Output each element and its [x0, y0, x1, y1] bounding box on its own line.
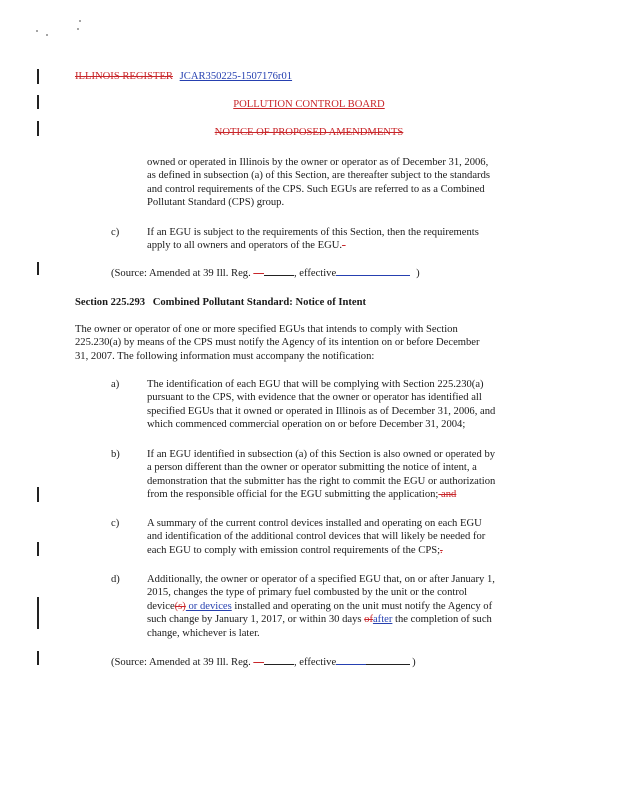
- item-a-text: [147, 378, 567, 432]
- change-bar: [37, 542, 39, 556]
- inserted-text: or devices: [185, 600, 232, 612]
- item-label: c): [111, 227, 120, 238]
- register-struck-text: ILLINOIS REGISTER: [75, 71, 173, 82]
- reg-blank: [264, 655, 294, 665]
- struck-mark: -: [342, 240, 346, 252]
- intro-paragraph: [75, 323, 555, 363]
- text-line: specified EGUs that it owned or operated in Illinois as of December 31, 2006, and: [147, 405, 496, 417]
- text-line: Pollutant Standard (CPS) group.: [147, 197, 285, 209]
- text-line: a person different than the owner or operator submitting the notice of intent, a: [147, 462, 477, 474]
- text-line: as defined in subsection (a) of this Section, are thereafter subject to the standards: [147, 170, 491, 182]
- text-line: 31, 2007. The following information must accompany the notification:: [75, 350, 375, 362]
- text-line: device(s) or devices installed and operating on the unit must notify the Agency of: [147, 600, 493, 612]
- text-line: owned or operated in Illinois by the owner or operator as of December 31, 2006,: [147, 157, 489, 168]
- text-line: which commenced commercial operation on or before December 31, 2004;: [147, 419, 466, 431]
- continued-paragraph: [147, 156, 567, 210]
- item-label: b): [111, 449, 120, 460]
- change-bar: [37, 597, 39, 629]
- struck-text: (s): [174, 600, 186, 612]
- text-line: such change by January 1, 2017, or within 30 days ofafter the completion of such: [147, 614, 492, 626]
- text-line: 225.230(a) by means of the CPS must notify the Agency of its intention on or before December: [75, 337, 480, 349]
- effective-blank: [336, 266, 410, 276]
- change-bar: [37, 69, 39, 84]
- source-note-2: [111, 655, 416, 669]
- struck-word: and: [438, 489, 457, 501]
- section-title: Combined Pollutant Standard: Notice of Intent: [152, 297, 367, 308]
- change-bar: [37, 487, 39, 502]
- section-heading: [75, 296, 366, 309]
- source-suffix: ): [416, 268, 420, 279]
- text-line: each EGU to comply with emission control requirements of the CPS;.: [147, 544, 443, 556]
- change-bar: [37, 651, 39, 665]
- text-line: Additionally, the owner or operator of a specified EGU that, on or after January 1,: [147, 574, 495, 585]
- text-line: 2015, changes the type of primary fuel combusted by the unit or the control: [147, 587, 468, 599]
- effective-blank-tail: [366, 655, 410, 665]
- text-line: The identification of each EGU that will be complying with Section 225.230(a): [147, 379, 484, 390]
- scan-speck: [46, 34, 48, 36]
- source-prefix: (Source: Amended at 39 Ill. Reg.: [111, 657, 251, 668]
- board-title: POLLUTION CONTROL BOARD: [233, 99, 385, 110]
- effective-blank: [336, 655, 366, 665]
- item-c2-text: [147, 517, 567, 557]
- text-line: The owner or operator of one or more specified EGUs that intends to comply with Section: [75, 324, 458, 335]
- text-line: from the responsible official for the EGU submitting the application; and: [147, 489, 457, 501]
- text-line: If an EGU identified in subsection (a) of this Section is also owned or operated by: [147, 449, 496, 460]
- inserted-text: after: [372, 614, 393, 626]
- scan-speck: [36, 30, 38, 32]
- struck-mark: .: [440, 544, 443, 556]
- section-number: Section 225.293: [75, 297, 146, 308]
- text-line: If an EGU is subject to the requirements of this Section, then the requirements: [147, 227, 479, 238]
- source-middle: , effective: [294, 657, 337, 668]
- text-line: pursuant to the CPS, with evidence that the owner or operator has identified all: [147, 392, 482, 404]
- item-label: d): [111, 574, 120, 585]
- text-line: demonstration that the submitter has the right to commit the EGU or authorization: [147, 475, 496, 487]
- source-prefix: (Source: Amended at 39 Ill. Reg.: [111, 268, 251, 279]
- register-id: JCAR350225-1507176r01: [179, 71, 293, 82]
- item-b-text: [147, 448, 567, 502]
- item-d-text: [147, 573, 577, 640]
- item-label: c): [111, 518, 120, 529]
- source-suffix: ): [412, 657, 416, 668]
- struck-text: of: [364, 614, 373, 626]
- source-middle: , effective: [294, 268, 337, 279]
- change-bar: [37, 262, 39, 275]
- item-c1-text: [147, 226, 567, 253]
- reg-blank: [264, 266, 294, 276]
- scan-speck: [77, 28, 79, 30]
- source-note-1: [111, 266, 420, 280]
- source-struck: —: [253, 268, 264, 279]
- notice-title: NOTICE OF PROPOSED AMENDMENTS: [214, 127, 404, 138]
- text-line: A summary of the current control devices installed and operating on each EGU: [147, 518, 482, 529]
- source-struck: —: [253, 657, 264, 668]
- text-line: apply to all owners and operators of the EGU.-: [147, 240, 346, 252]
- text-line: change, whichever is later.: [147, 627, 260, 639]
- scan-speck: [79, 20, 81, 22]
- text-line: and control requirements of the CPS. Such EGUs are referred to as a Combined: [147, 183, 485, 195]
- register-header: [75, 71, 292, 82]
- text-line: and identification of the additional control devices that will likely be needed for: [147, 531, 486, 543]
- item-label: a): [111, 379, 120, 390]
